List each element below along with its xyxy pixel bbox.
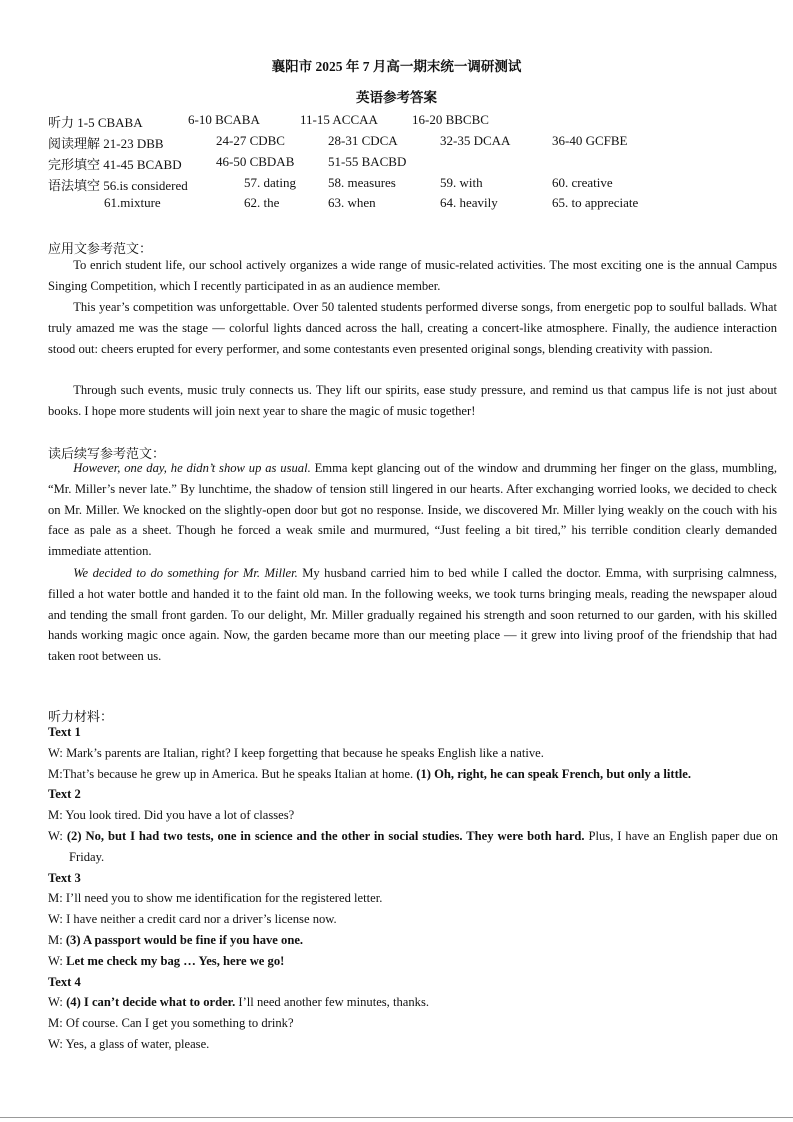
paragraph-body: Emma kept glancing out of the window and drumming her finger on the glass, mumbling, “Mr. Miller’s never late.” By lunchtime, the shadow of tension still lingered in our hearts. After exchanging worried looks, we decided to check on Mr. Miller. We knocked on the slightly-open door but got no response. Inside, we discovered Mr. Miller lying weakly on the couch with his face as pale as a sheet. Though he forced a weak smile and murmured, “Just feeling a bit tired,” his terrible condition clearly demanded immediate attention. bbox=[48, 461, 778, 559]
section-label-listening-materials: 听力材料： bbox=[48, 709, 114, 724]
line-text: M:That’s because he grew up in America. But he speaks Italian at home. bbox=[48, 766, 417, 781]
dialogue-line bbox=[48, 951, 778, 972]
dialogue-line bbox=[48, 992, 778, 1013]
dialogue-line: W: Mark’s parents are Italian, right? I keep forgetting that because he speaks English like a native. bbox=[48, 745, 544, 760]
dialogue-line: M: You look tired. Did you have a lot of classes? bbox=[48, 808, 295, 823]
answer-group: 61.mixture bbox=[104, 195, 161, 210]
text-heading: Text 1 bbox=[48, 725, 81, 739]
answer-group: 62. the bbox=[244, 195, 280, 210]
dialogue-line: W: Yes, a glass of water, please. bbox=[48, 1036, 210, 1051]
dialogue-line bbox=[48, 764, 778, 785]
section-label-practical-writing: 应用文参考范文： bbox=[48, 241, 153, 256]
answer-highlight: (3) A passport would be fine if you have one. bbox=[65, 932, 304, 947]
paragraph-body: My husband carried him to bed while I called the doctor. Emma, with surprising calmness, filled a hot water bottle and handed it to the faint old man. In the following weeks, we took turns bringing meals, reading the newspaper aloud and tending the small front garden. To our delight, Mr. Miller gradually regained his strength and soon returned to our garden, with his skilled hands working magic once again. Now, the garden became more than our meeting place — it grew into living proof of the friendship that had taken root between us. bbox=[48, 566, 777, 664]
answer-group: 语法填空 56.is considered bbox=[48, 178, 188, 193]
text-heading: Text 3 bbox=[48, 870, 81, 885]
essay-paragraph: To enrich student life, our school actively organizes a wide range of music-related activities. The most exciting one is the annual Campus Singing Competition, which I recently participated in as an audience member. bbox=[48, 258, 777, 293]
text-heading: Text 2 bbox=[48, 787, 81, 802]
answer-group: 听力 1-5 CBABA bbox=[48, 115, 143, 130]
answer-group: 阅读理解 21-23 DBB bbox=[48, 136, 164, 151]
line-text: M: bbox=[48, 932, 66, 947]
answer-group: 32-35 DCAA bbox=[440, 133, 511, 148]
answer-group: 51-55 BACBD bbox=[328, 154, 407, 169]
dialogue-line: M: I’ll need you to show me identification for the registered letter. bbox=[48, 891, 383, 906]
answer-group: 24-27 CDBC bbox=[216, 133, 285, 148]
text-heading: Text 4 bbox=[48, 974, 81, 989]
dialogue-line bbox=[48, 930, 778, 951]
listening-transcript bbox=[48, 722, 778, 1055]
line-text: Plus, I have an English paper due on Friday. bbox=[69, 828, 778, 864]
answer-group: 完形填空 41-45 BCABD bbox=[48, 157, 182, 172]
dialogue-line: W: I have neither a credit card nor a driver’s license now. bbox=[48, 912, 337, 927]
answer-group: 60. creative bbox=[552, 175, 613, 190]
essay-paragraph: This year’s competition was unforgettable. Over 50 talented students performed diverse songs, from energetic pop to soulful ballads. What truly amazed me was the stage — colorful lights danced across the hall, creating a concert-like atmosphere. Finally, the audience interaction stood out: cheers erupted for every performer, and some contestants even presented original songs, blending creativity with passion. bbox=[48, 300, 777, 356]
line-text: I’ll need another few minutes, thanks. bbox=[235, 995, 430, 1010]
answer-group: 58. measures bbox=[328, 175, 396, 190]
answer-highlight: (1) Oh, right, he can speak French, but only a little. bbox=[416, 766, 692, 781]
essay-paragraph: Through such events, music truly connects us. They lift our spirits, ease study pressure, and remind us that campus life is not just about books. I hope more students will join next year to share the magic of music together! bbox=[48, 383, 777, 418]
dialogue-line bbox=[48, 826, 778, 868]
line-text: W: bbox=[48, 828, 67, 843]
exam-title: 襄阳市 2025 年 7 月高一期末统一调研测试 bbox=[271, 59, 522, 74]
page-bottom-rule bbox=[0, 1117, 793, 1118]
answer-group: 63. when bbox=[328, 195, 376, 210]
line-text: W: bbox=[48, 953, 67, 968]
answer-highlight: Let me check my bag … Yes, here we go! bbox=[66, 953, 285, 968]
paragraph-lead-sentence: However, one day, he didn’t show up as usual. bbox=[73, 461, 311, 475]
answer-group: 28-31 CDCA bbox=[328, 133, 398, 148]
answer-key-heading: 英语参考答案 bbox=[356, 90, 437, 105]
answer-group: 64. heavily bbox=[440, 195, 498, 210]
answer-group: 59. with bbox=[440, 175, 483, 190]
answer-group: 16-20 BBCBC bbox=[412, 112, 489, 127]
essay-paragraph bbox=[48, 563, 777, 667]
answer-group: 6-10 BCABA bbox=[188, 112, 260, 127]
answer-group: 46-50 CBDAB bbox=[216, 154, 295, 169]
answer-group: 65. to appreciate bbox=[552, 195, 639, 210]
section-label-continuation-writing: 读后续写参考范文： bbox=[48, 446, 166, 461]
essay-paragraph bbox=[48, 458, 777, 562]
dialogue-line: M: Of course. Can I get you something to drink? bbox=[48, 1016, 294, 1031]
line-text: W: bbox=[48, 995, 67, 1010]
paragraph-lead-sentence: We decided to do something for Mr. Miller. bbox=[73, 566, 298, 580]
answer-group: 57. dating bbox=[244, 175, 296, 190]
answer-highlight: (4) I can’t decide what to order. bbox=[66, 995, 236, 1010]
answer-group: 11-15 ACCAA bbox=[300, 112, 378, 127]
answer-group: 36-40 GCFBE bbox=[552, 133, 628, 148]
answer-highlight: (2) No, but I had two tests, one in science and the other in social studies. They were both hard. bbox=[66, 828, 585, 843]
